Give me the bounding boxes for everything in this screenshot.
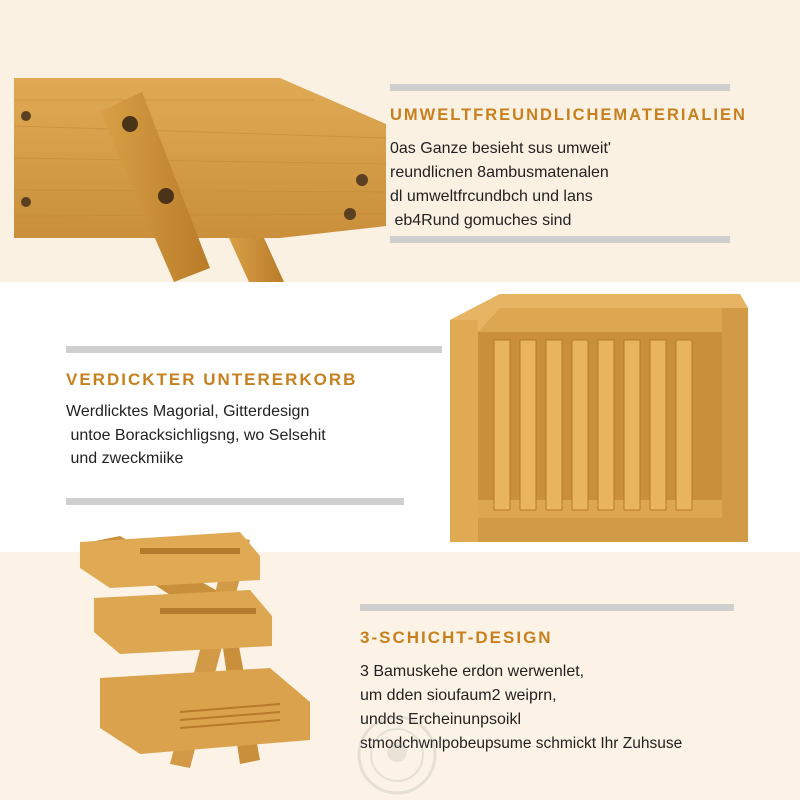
three-tier-shelf-image (80, 528, 320, 768)
section-1-bottom-rule (390, 236, 730, 243)
section-2-bottom-rule (66, 498, 404, 505)
section-1-line: eb4Rund gomuches sind (390, 212, 572, 229)
section-3-line: 3 Bamuskehe erdon werwenlet, (360, 663, 585, 680)
lower-basket-image (450, 290, 750, 548)
section-2-heading: VERDICKTER UNTERERKORB (66, 370, 358, 389)
bamboo-closeup-image (14, 78, 386, 282)
section-1-line: reundlicnen 8ambusmatenalen (390, 164, 609, 181)
section-2-line: Werdlicktes Magorial, Gitterdesign (66, 403, 310, 420)
section-3-line: um dden sioufaum2 weiprn, (360, 687, 557, 704)
section-3-line: stmodchwnlpobeupsume schmickt Ihr Zuhsuse (360, 735, 683, 752)
section-2-line: untoe Boracksichligsng, wo Selsehit (66, 427, 326, 444)
section-3-top-rule (360, 604, 734, 611)
section-1-heading: UMWELTFREUNDLICHEMATERIALIEN (390, 106, 747, 124)
section-2-line: und zweckmiike (66, 450, 184, 467)
section-1-line: dl umweltfrcundbch und lans (390, 188, 593, 205)
section-1-line: 0as Ganze besieht sus umweit' (390, 140, 611, 157)
section-1-top-rule (390, 84, 730, 91)
watermark-seal (354, 712, 440, 798)
section-3-heading: 3-SCHICHT-DESIGN (360, 628, 553, 647)
section-3-line: undds Ercheinunpsoikl (360, 711, 521, 728)
section-2-top-rule (66, 346, 442, 353)
